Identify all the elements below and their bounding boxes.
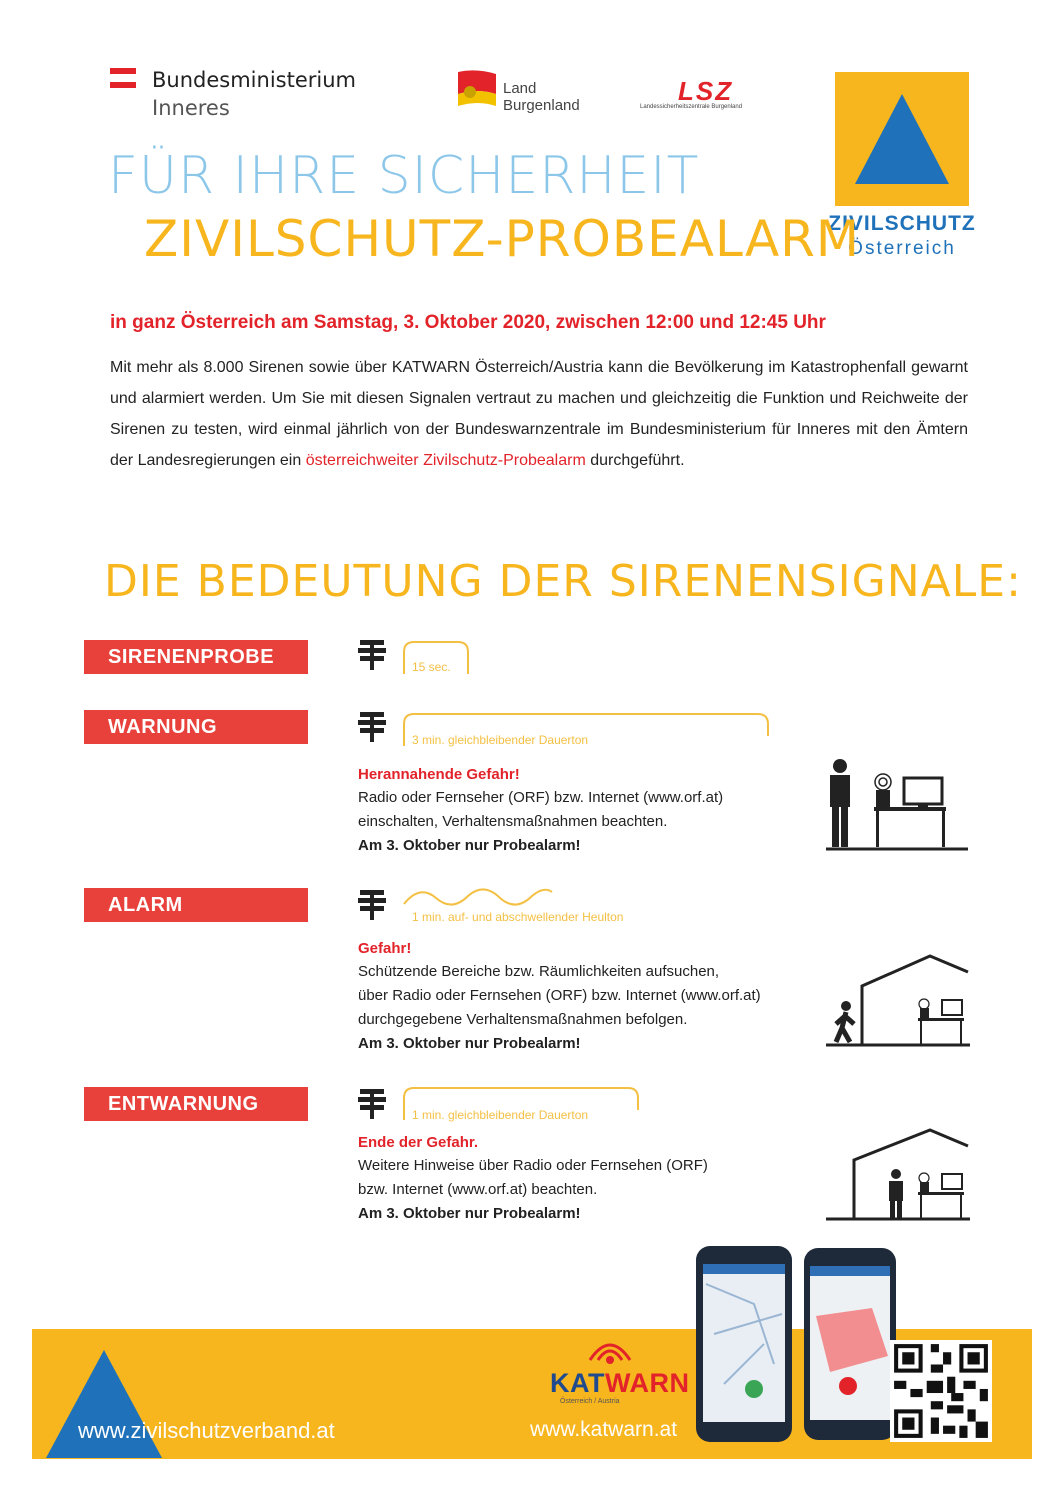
signal-wave-alarm xyxy=(400,882,560,912)
austria-flag-icon xyxy=(110,68,136,88)
warnung-note: Am 3. Oktober nur Probealarm! xyxy=(358,837,581,854)
katwarn-logo-part1: KAT xyxy=(550,1368,605,1398)
badge-entwarnung: ENTWARNUNG xyxy=(84,1087,308,1121)
entwarnung-headline: Ende der Gefahr. xyxy=(358,1134,479,1151)
zivilschutz-logo xyxy=(835,72,969,206)
katwarn-logo-part2: WARN xyxy=(605,1368,690,1398)
siren-icon xyxy=(356,638,388,670)
katwarn-logo-subtitle: Österreich / Austria xyxy=(560,1398,620,1405)
siren-icon xyxy=(356,710,388,742)
intro-highlight: österreichweiter Zivilschutz-Probealarm xyxy=(305,452,586,469)
alarm-note: Am 3. Oktober nur Probealarm! xyxy=(358,1035,581,1052)
warnung-line2: einschalten, Verhaltensmaßnahmen beachten. xyxy=(358,813,668,830)
katwarn-url[interactable]: www.katwarn.at xyxy=(530,1418,678,1441)
intro-text: Mit mehr als 8.000 Sirenen sowie über KATWARN Österreich/Austria kann die Bevölkerung im Katastrophenfall gewarnt und alarmiert werden. Um Sie mit diesen Signalen vertraut zu machen und gleichzeitig die Funktion und Reichweite der Sirenen zu testen, wird einmal jährlich von der Bundeswarnzentrale im Bundesministerium für Inneres mit den Ämtern der Landesregierungen ein xyxy=(110,359,968,469)
burgenland-logo-line1: Land xyxy=(503,80,537,97)
phone-alert-image xyxy=(802,1246,898,1442)
badge-alarm: ALARM xyxy=(84,888,308,922)
katwarn-logo xyxy=(550,1368,690,1399)
duration-probe: 15 sec. xyxy=(412,660,451,674)
duration-warnung: 3 min. gleichbleibender Dauerton xyxy=(412,733,589,747)
zivilschutz-logo-line1: ZIVILSCHUTZ xyxy=(828,212,976,235)
entwarnung-note: Am 3. Oktober nur Probealarm! xyxy=(358,1205,581,1222)
entwarnung-line1: Weitere Hinweise über Radio oder Fernsehen (ORF) xyxy=(358,1157,708,1174)
bmi-logo-line2: Inneres xyxy=(152,96,230,120)
badge-warnung: WARNUNG xyxy=(84,710,308,744)
house-person-illustration xyxy=(826,1126,970,1222)
badge-sirenenprobe: SIRENENPROBE xyxy=(84,640,308,674)
lsz-logo-subtitle: Landessicherheitszentrale Burgenland xyxy=(640,104,743,110)
bmi-logo-line1: Bundesministerium xyxy=(152,68,356,92)
siren-icon xyxy=(356,1087,388,1119)
burgenland-flag-icon xyxy=(456,68,498,108)
warnung-headline: Herannahende Gefahr! xyxy=(358,766,520,783)
phone-map-image xyxy=(694,1244,794,1444)
duration-entwarnung: 1 min. gleichbleibender Dauerton xyxy=(412,1108,589,1122)
burgenland-logo-line2: Burgenland xyxy=(503,97,580,114)
person-tv-illustration xyxy=(826,752,968,852)
lsz-logo: LSZ xyxy=(678,76,734,106)
siren-icon xyxy=(356,888,388,920)
intro-text-end: durchgeführt. xyxy=(585,452,685,469)
alarm-line3: durchgegebene Verhaltensmaßnahmen befolgen. xyxy=(358,1011,688,1028)
alarm-headline: Gefahr! xyxy=(358,940,412,957)
duration-alarm: 1 min. auf- und abschwellender Heulton xyxy=(412,910,624,924)
entwarnung-line2: bzw. Internet (www.orf.at) beachten. xyxy=(358,1181,598,1198)
house-walking-person-illustration xyxy=(826,952,970,1048)
title-line1: FÜR IHRE SICHERHEIT xyxy=(108,146,700,206)
alarm-line2: über Radio oder Fernsehen (ORF) bzw. Internet (www.orf.at) xyxy=(358,987,761,1004)
broadcast-icon xyxy=(580,1330,640,1366)
warnung-line1: Radio oder Fernseher (ORF) bzw. Internet (www.orf.at) xyxy=(358,789,724,806)
date-line: in ganz Österreich am Samstag, 3. Oktober 2020, zwischen 12:00 und 12:45 Uhr xyxy=(110,312,826,333)
triangle-icon xyxy=(835,72,969,206)
title-line2: ZIVILSCHUTZ-PROBEALARM xyxy=(144,210,861,268)
alarm-line1: Schützende Bereiche bzw. Räumlichkeiten aufsuchen, xyxy=(358,963,720,980)
qr-code-image xyxy=(890,1340,992,1442)
intro-paragraph xyxy=(110,352,968,476)
zivilschutz-url[interactable]: www.zivilschutzverband.at xyxy=(78,1418,335,1443)
zivilschutz-logo-line2: Österreich xyxy=(848,238,956,259)
signals-title: DIE BEDEUTUNG DER SIRENENSIGNALE: xyxy=(104,556,1022,607)
